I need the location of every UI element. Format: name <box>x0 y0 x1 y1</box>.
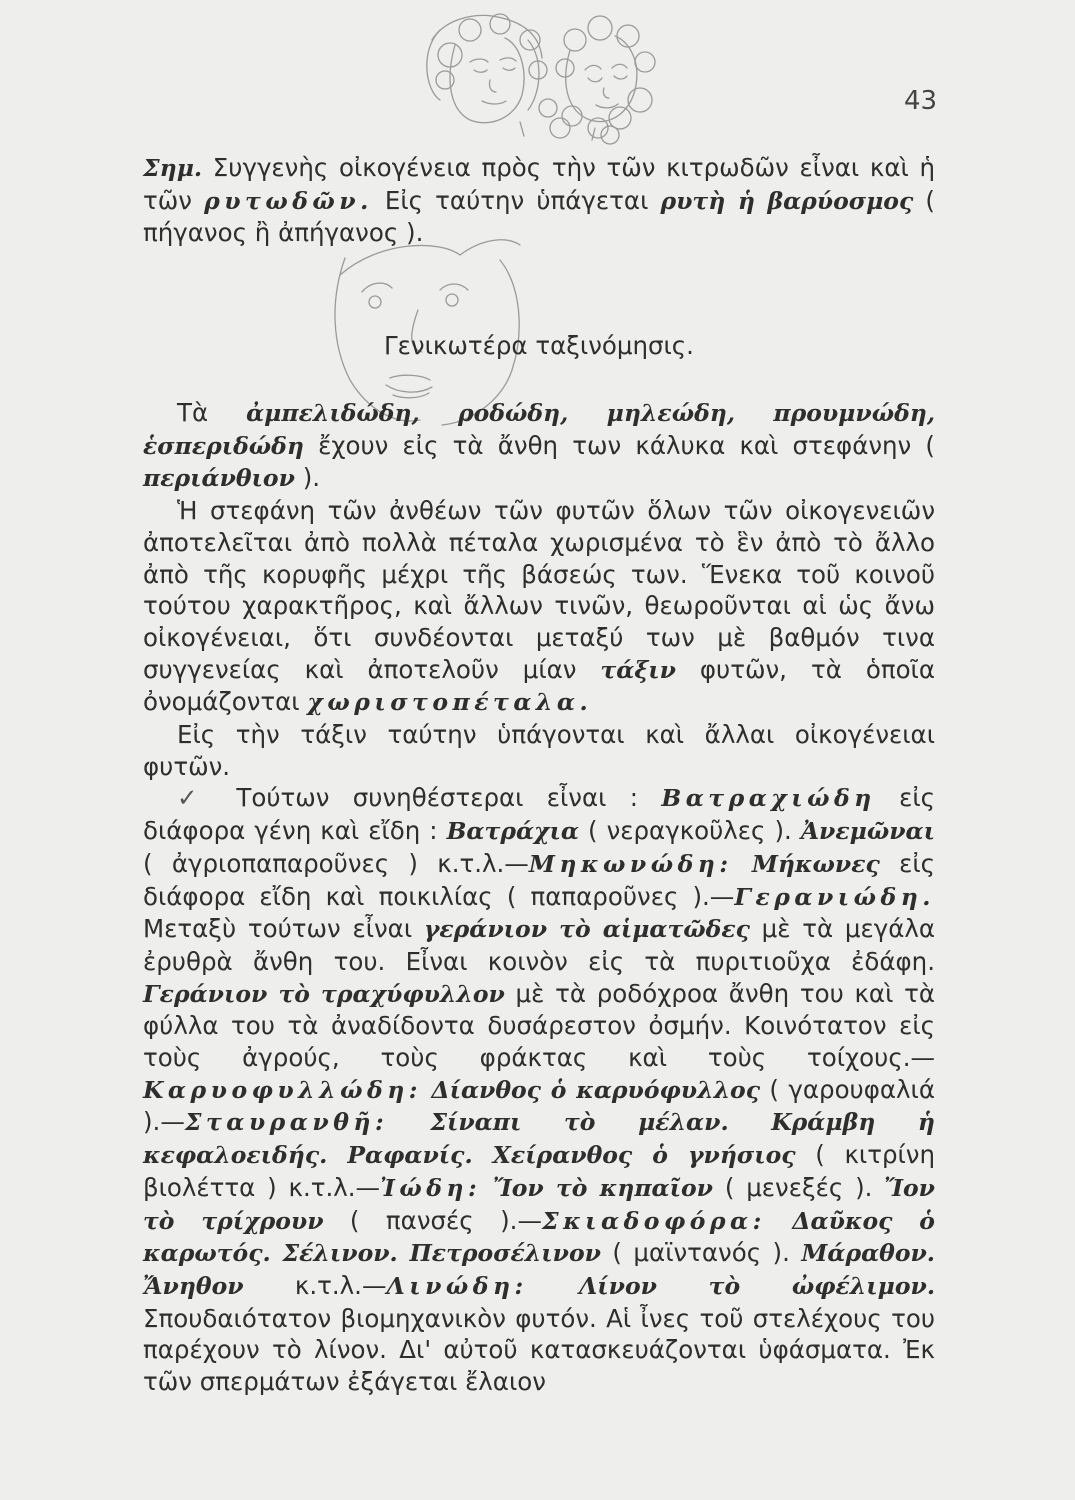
text-run <box>422 1075 431 1104</box>
paragraph <box>143 397 935 495</box>
text-run: μὲ τὰ ροδόχροα ἄνθη του καὶ τὰ φύλλα του τὰ ἀναδίδοντα δυσάρεστον ὀσμήν. Κοινότατον εἰς τοὺς ἀγρούς, τοὺς φράκτας καὶ τοὺς τοίχους.— <box>143 978 935 1073</box>
emphasized-term: Ἀνεμῶναι <box>800 817 935 846</box>
emphasized-term: Βατράχια <box>446 817 579 846</box>
text-run: ( γαρουφαλιά ).— <box>143 1074 935 1137</box>
section-heading: Γενικωτέρα ταξινόμησις. <box>384 331 694 360</box>
emphasized-term: Λίνον τὸ ὠφέλιμον. <box>579 1271 935 1300</box>
text-run: εἰς διάφορα γένη καὶ εἴδη : <box>143 783 935 846</box>
emphasized-term: ἀμπελιδώδη, ροδώδη, μηλεώδη, προυμνώδη, ἑσπεριδώδη <box>143 399 936 460</box>
emphasized-term: Σίναπι τὸ μέλαν. Κράμβη ἡ κεφαλοειδής. Ραφανίς. Χείρανθος ὁ γνήσιος <box>143 1108 935 1170</box>
emphasized-term: Βατραχιώδη <box>661 784 876 813</box>
text-run: εἰς διάφορα εἴδη καὶ ποικιλίας ( παπαροῦνες ).— <box>143 848 936 911</box>
text-run: κ.τ.λ.— <box>243 1270 387 1300</box>
body-text <box>143 397 935 1398</box>
emphasized-term: Ἴον τὸ κηπαῖον <box>492 1173 713 1202</box>
text-run: ( πήγανος ἢ ἀπήγανος ). <box>143 185 935 248</box>
text-run: Μεταξὺ τούτων εἶναι <box>143 914 424 944</box>
text-run: μὲ τὰ μεγάλα ἐρυθρὰ ἄνθη του. Εἶναι κοινὸν εἰς τὰ πυριτιοῦχα ἐδάφη. <box>143 914 935 976</box>
emphasized-term: περιάνθιον <box>143 464 295 493</box>
emphasized-term: Μηκωνώδη: <box>528 849 733 878</box>
text-run: ). <box>294 463 321 493</box>
page-number: 43 <box>904 86 938 116</box>
text-run: ( κιτρίνη βιολέττα ) κ.τ.λ.— <box>143 1140 935 1202</box>
paragraph <box>143 782 935 1397</box>
emphasized-term: Γερανιώδη. <box>734 882 935 911</box>
text-run <box>388 1107 430 1136</box>
text-run: Εἰς τὴν τάξιν ταύτην ὑπάγονται καὶ ἄλλαι οἰκογένειαι φυτῶν. <box>143 720 935 781</box>
text-run: Ἡ στεφάνη τῶν ἀνθέων τῶν φυτῶν ὅλων τῶν οἰκογενειῶν ἀποτελεῖται ἀπὸ πολλὰ πέταλα χωρισμένα τὸ ἓν ἀπὸ τὸ ἄλλο ἀπὸ τῆς κορυφῆς μέχρι τῆς βάσεώς των. Ἕνεκα τοῦ κοινοῦ τούτου χαρακτῆρος, καὶ ἄλλων τινῶν, θεωροῦνται αἱ ὡς ἄνω οἰκογένειαι, ὅτι συνδέονται μεταξύ των μὲ βαθμόν τινα συγγενείας καὶ ἀποτελοῦν μίαν <box>143 496 935 684</box>
emphasized-term: ρυτὴ ἡ βαρύοσμος <box>660 186 914 215</box>
emphasized-term: Δαῦκος ὁ καρωτός. Σέλινον. Πετροσέλινον <box>143 1206 935 1268</box>
text-run: ( νεραγκοῦλες ). <box>578 816 801 846</box>
text-run: Συγγενὴς οἰκογένεια πρὸς τὴν τῶν κιτρωδῶν εἶναι καὶ ἡ τῶν <box>143 153 935 215</box>
text-run: Σπουδαιότατον βιομηχανικὸν φυτόν. Αἱ ἶνες τοῦ στελέχους του παρέχουν τὸ λίνον. Δι' αὐτοῦ κατασκευάζονται ὑφάσματα. Ἐκ τῶν σπερμάτων ἐξάγεται ἔλαιον <box>143 1303 935 1397</box>
text-run <box>528 1271 579 1300</box>
emphasized-term: τάξιν <box>600 655 676 684</box>
emphasized-term: γεράνιον τὸ αἱματῶδες <box>423 915 750 944</box>
emphasized-term: Σκιαδοφόρα: <box>541 1206 766 1235</box>
paragraph <box>143 719 935 782</box>
emphasized-term: Μήκωνες <box>751 849 880 878</box>
check-mark: ✓ <box>177 783 214 813</box>
emphasized-term: Γεράνιον τὸ τραχύφυλλον <box>143 979 505 1008</box>
text-run <box>481 1173 493 1202</box>
paragraph <box>143 495 935 719</box>
emphasized-term: Καρυοφυλλώδη: <box>143 1075 422 1104</box>
text-run <box>766 1206 792 1235</box>
emphasized-term: Λινώδη: <box>386 1271 528 1300</box>
emphasized-term: Ἴον τὸ τρίχρουν <box>143 1173 935 1235</box>
text-run: Εἰς ταύτην ὑπάγεται <box>372 185 661 215</box>
emphasized-term: χωριστοπέταλα. <box>307 688 593 717</box>
emphasized-term: Σημ. <box>143 154 203 182</box>
text-run: ( πανσές ).— <box>323 1205 542 1235</box>
text-run: ( μαϊντανός ). <box>600 1238 802 1268</box>
text-run: ἔχουν εἰς τὰ ἄνθη των κάλυκα καὶ στεφάνην ( <box>303 430 935 460</box>
emphasized-term: Σταυρανθῆ: <box>184 1108 389 1137</box>
text-run: Τὰ <box>177 398 247 427</box>
text-run: ( ἀγριοπαπαροῦνες ) κ.τ.λ.— <box>143 848 529 878</box>
text-run: ( μενεξές ). <box>713 1172 885 1202</box>
text-run <box>733 849 752 878</box>
emphasized-term: Μάραθον. Ἄνηθον <box>143 1239 935 1300</box>
note-paragraph <box>143 152 935 249</box>
emphasized-term: Δίανθος ὁ καρυόφυλλος <box>431 1075 761 1104</box>
emphasized-term: Ἰώδη: <box>380 1173 482 1202</box>
emphasized-term: ρυτωδῶν. <box>204 186 373 215</box>
text-run: Τούτων συνηθέστεραι εἶναι : <box>213 783 662 813</box>
text-run: φυτῶν, τὰ ὁποῖα ὀνομάζονται <box>143 654 935 717</box>
